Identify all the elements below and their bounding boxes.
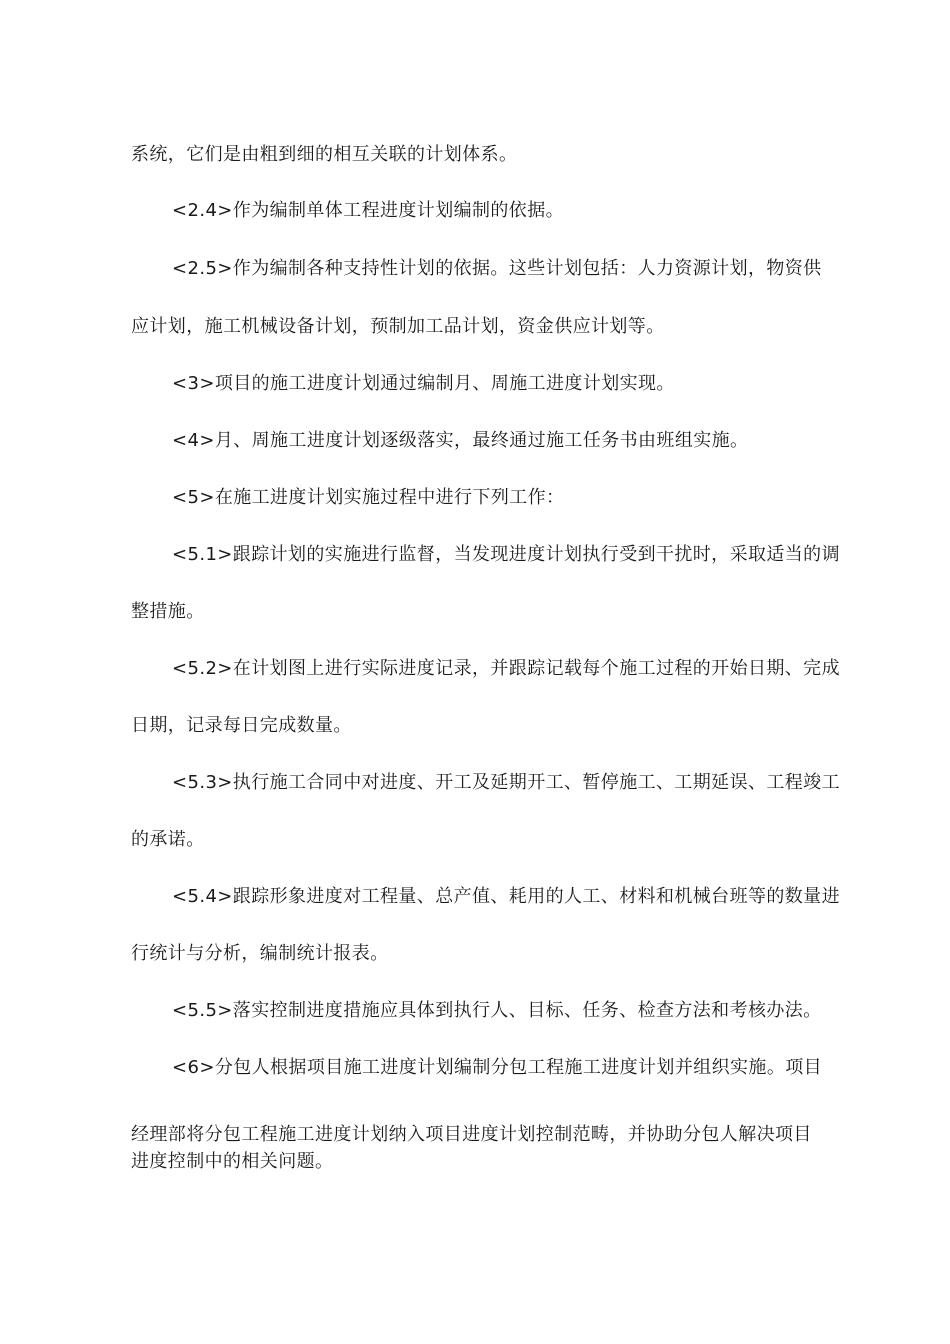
text-line: 行统计与分析，编制统计报表。 (131, 943, 389, 964)
text-line: <5.5>落实控制进度措施应具体到执行人、目标、任务、检查方法和考核办法。 (172, 1000, 822, 1021)
text-line: 整措施。 (131, 601, 205, 622)
text-line: <5.2>在计划图上进行实际进度记录，并跟踪记载每个施工过程的开始日期、完成 (172, 658, 840, 679)
text-line: 经理部将分包工程施工进度计划纳入项目进度计划控制范畴，并协助分包人解决项目 (131, 1124, 812, 1145)
text-line: 日期，记录每日完成数量。 (131, 715, 352, 736)
text-line: 进度控制中的相关问题。 (131, 1151, 334, 1172)
text-line: <4>月、周施工进度计划逐级落实，最终通过施工任务书由班组实施。 (172, 430, 749, 451)
text-line: <5.4>跟踪形象进度对工程量、总产值、耗用的人工、材料和机械台班等的数量进 (172, 886, 840, 907)
text-line: 应计划，施工机械设备计划，预制加工品计划，资金供应计划等。 (131, 316, 665, 337)
text-line: <5>在施工进度计划实施过程中进行下列工作： (172, 487, 565, 508)
text-line: <5.1>跟踪计划的实施进行监督，当发现进度计划执行受到干扰时，采取适当的调 (172, 544, 840, 565)
text-line: <5.3>执行施工合同中对进度、开工及延期开工、暂停施工、工期延误、工程竣工 (172, 772, 840, 793)
text-line: 的承诺。 (131, 829, 205, 850)
text-line: <2.4>作为编制单体工程进度计划编制的依据。 (172, 200, 564, 221)
text-line: <6>分包人根据项目施工进度计划编制分包工程施工进度计划并组织实施。项目 (172, 1057, 823, 1078)
text-line: <2.5>作为编制各种支持性计划的依据。这些计划包括：人力资源计划，物资供 (172, 258, 822, 279)
text-line: <3>项目的施工进度计划通过编制月、周施工进度计划实现。 (172, 373, 675, 394)
text-line: 系统，它们是由粗到细的相互关联的计划体系。 (131, 144, 518, 165)
